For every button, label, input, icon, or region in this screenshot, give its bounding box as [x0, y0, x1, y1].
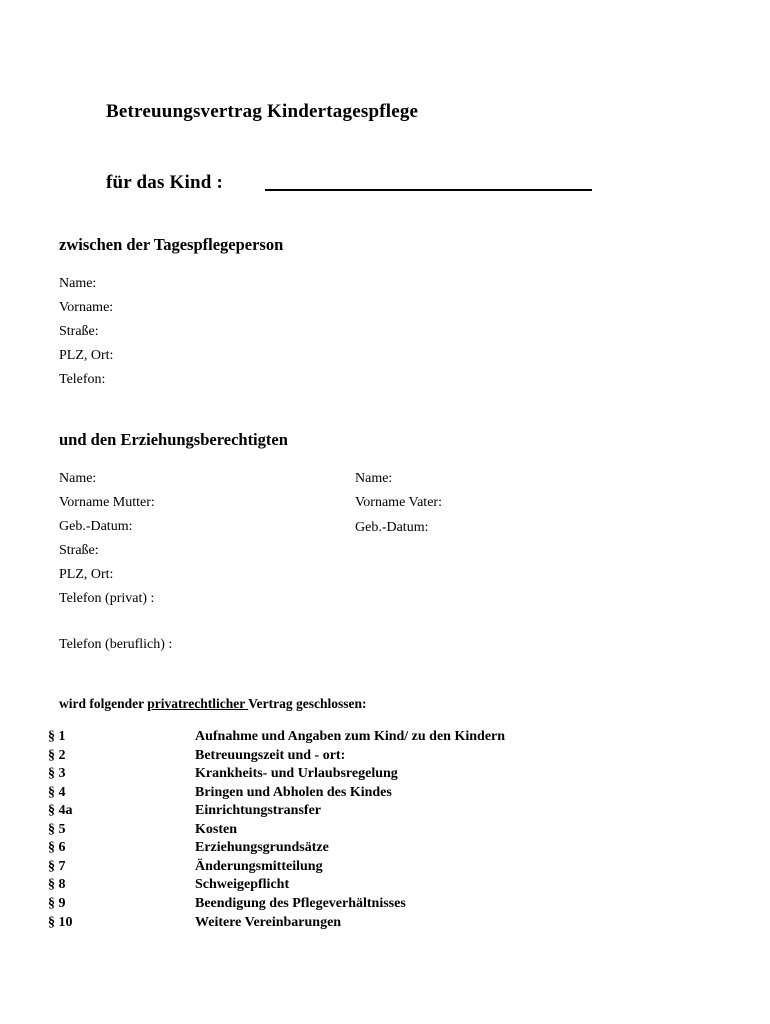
caregiver-heading: zwischen der Tagespflegeperson — [59, 235, 284, 254]
guardians-heading: und den Erziehungsberechtigten — [59, 430, 288, 449]
caregiver-name-label: Name: — [59, 276, 97, 291]
section-title: Beendigung des Pflegeverhältnisses — [195, 896, 406, 911]
guardian-zip-city-label: PLZ, Ort: — [59, 567, 114, 582]
caregiver-street-label: Straße: — [59, 324, 99, 339]
section-title: Kosten — [195, 822, 237, 837]
child-name-blank-line — [265, 189, 592, 191]
contract-intro-suffix: Vertrag geschlossen: — [248, 696, 367, 711]
caregiver-firstname-label: Vorname: — [59, 300, 114, 315]
father-birthdate-label: Geb.-Datum: — [355, 520, 429, 535]
section-number: § 7 — [48, 859, 66, 874]
father-firstname-label: Vorname Vater: — [355, 495, 442, 510]
section-title: Betreuungszeit und - ort: — [195, 748, 346, 763]
document-title: Betreuungsvertrag Kindertagespflege — [106, 101, 419, 122]
caregiver-phone-label: Telefon: — [59, 372, 106, 387]
section-number: § 4 — [48, 785, 66, 800]
section-row — [0, 915, 770, 933]
section-title: Aufnahme und Angaben zum Kind/ zu den Kindern — [195, 729, 506, 744]
mother-firstname-label: Vorname Mutter: — [59, 495, 155, 510]
section-number: § 3 — [48, 766, 66, 781]
section-number: § 9 — [48, 896, 66, 911]
section-row — [0, 840, 770, 858]
mother-name-label: Name: — [59, 471, 97, 486]
mother-birthdate-label: Geb.-Datum: — [59, 519, 133, 534]
section-row — [0, 785, 770, 803]
section-title: Erziehungsgrundsätze — [195, 840, 329, 855]
section-row — [0, 877, 770, 895]
guardian-work-phone-label: Telefon (beruflich) : — [59, 637, 173, 652]
caregiver-zip-city-label: PLZ, Ort: — [59, 348, 114, 363]
section-number: § 10 — [48, 915, 73, 930]
section-number: § 6 — [48, 840, 66, 855]
section-title: Schweigepflicht — [195, 877, 290, 892]
contract-intro-underlined: privatrechtlicher — [147, 696, 249, 711]
section-row — [0, 766, 770, 784]
father-name-label: Name: — [355, 471, 393, 486]
guardian-street-label: Straße: — [59, 543, 99, 558]
section-number: § 8 — [48, 877, 66, 892]
section-number: § 5 — [48, 822, 66, 837]
section-title: Krankheits- und Urlaubsregelung — [195, 766, 398, 781]
section-title: Einrichtungstransfer — [195, 803, 321, 818]
section-row — [0, 803, 770, 821]
section-title: Bringen und Abholen des Kindes — [195, 785, 392, 800]
section-title: Weitere Vereinbarungen — [195, 915, 342, 930]
section-number: § 4a — [48, 803, 73, 818]
section-row — [0, 859, 770, 877]
section-title: Änderungsmitteilung — [195, 859, 323, 874]
guardian-private-phone-label: Telefon (privat) : — [59, 591, 155, 606]
section-row — [0, 896, 770, 914]
section-row — [0, 729, 770, 747]
section-number: § 1 — [48, 729, 66, 744]
child-label: für das Kind : — [106, 172, 224, 193]
section-row — [0, 748, 770, 766]
section-number: § 2 — [48, 748, 66, 763]
contract-intro — [59, 696, 366, 712]
contract-intro-prefix: wird folgender — [59, 696, 148, 711]
section-row — [0, 822, 770, 840]
